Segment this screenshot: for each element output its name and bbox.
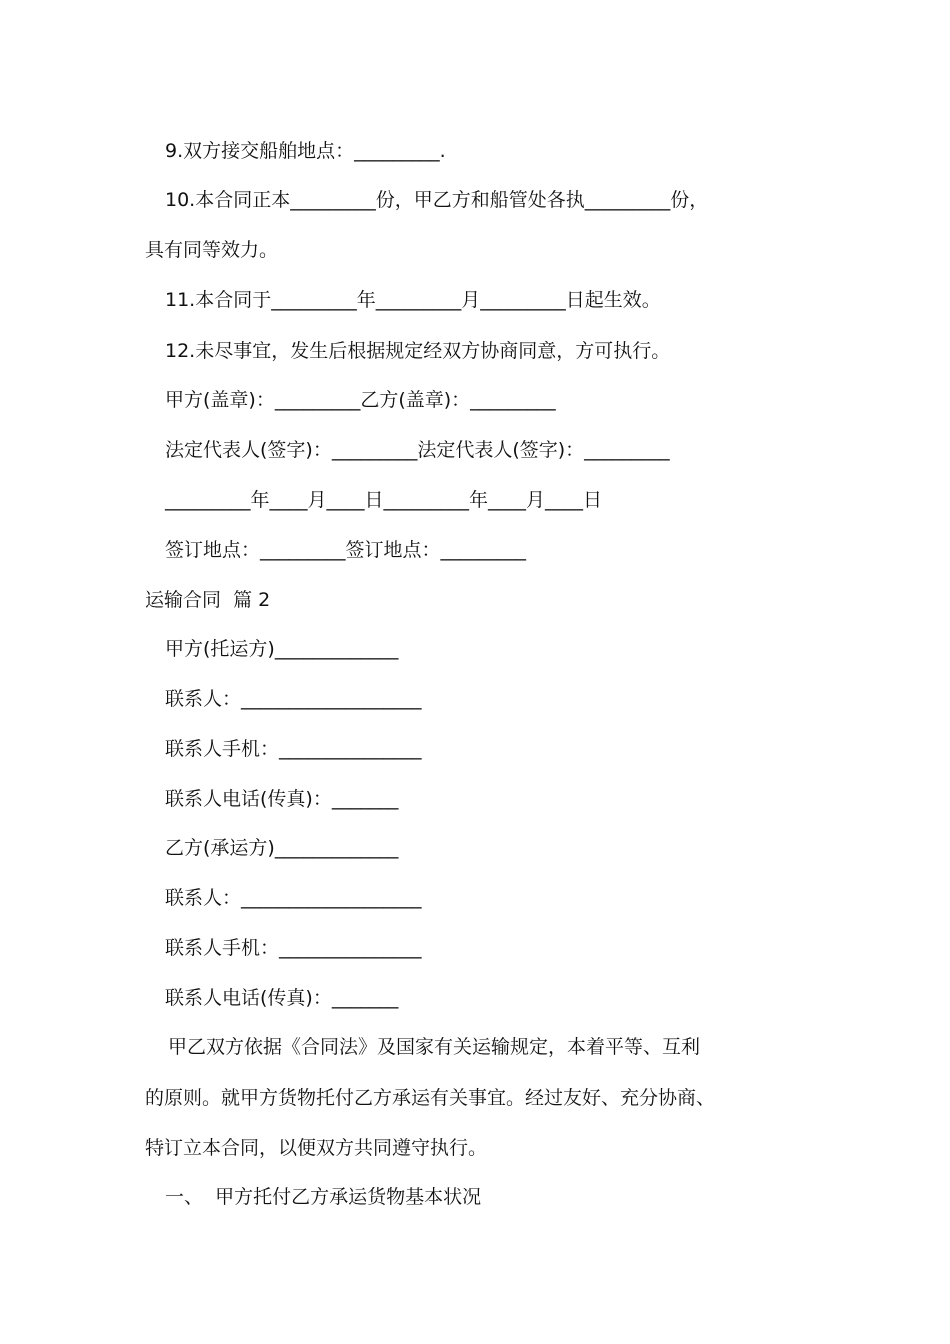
party-b-phone-fax: 联系人电话(传真)：_______ [165, 987, 399, 1009]
clause-12-other-matters: 12.未尽事宜，发生后根据规定经双方协商同意，方可执行。 [165, 340, 671, 362]
section-heading-contract-2: 运输合同 篇 2 [145, 589, 271, 611]
clause-11-effective-date: 11.本合同于_________年_________月_________日起生效。 [165, 289, 661, 311]
clause-10-continuation: 具有同等效力。 [145, 239, 279, 261]
party-a-mobile: 联系人手机：_______________ [165, 738, 422, 760]
preamble-line-3: 特订立本合同，以便双方共同遵守执行。 [145, 1137, 488, 1159]
preamble-line-2: 的原则。就甲方货物托付乙方承运有关事宜。经过友好、充分协商、 [145, 1087, 716, 1109]
signing-location-line: 签订地点：_________签订地点：_________ [165, 539, 527, 561]
seal-line: 甲方(盖章)：_________乙方(盖章)：_________ [165, 389, 556, 411]
signing-date-line: _________年____月____日_________年____月____日 [165, 489, 603, 511]
legal-rep-signature-line: 法定代表人(签字)：_________法定代表人(签字)：_________ [165, 439, 670, 461]
preamble-line-1: 甲乙双方依据《合同法》及国家有关运输规定，本着平等、互利 [168, 1036, 701, 1058]
clause-9-handover-location: 9.双方接交船舶地点：_________. [165, 140, 446, 162]
party-b-contact: 联系人：___________________ [165, 887, 422, 909]
party-a-shipper: 甲方(托运方)_____________ [165, 638, 399, 660]
party-a-contact: 联系人：___________________ [165, 688, 422, 710]
article-1-heading: 一、 甲方托付乙方承运货物基本状况 [165, 1186, 482, 1208]
clause-10-copies: 10.本合同正本_________份，甲乙方和船管处各执_________份， [165, 189, 709, 211]
party-a-phone-fax: 联系人电话(传真)：_______ [165, 788, 399, 810]
party-b-mobile: 联系人手机：_______________ [165, 937, 422, 959]
party-b-carrier: 乙方(承运方)_____________ [165, 837, 399, 859]
